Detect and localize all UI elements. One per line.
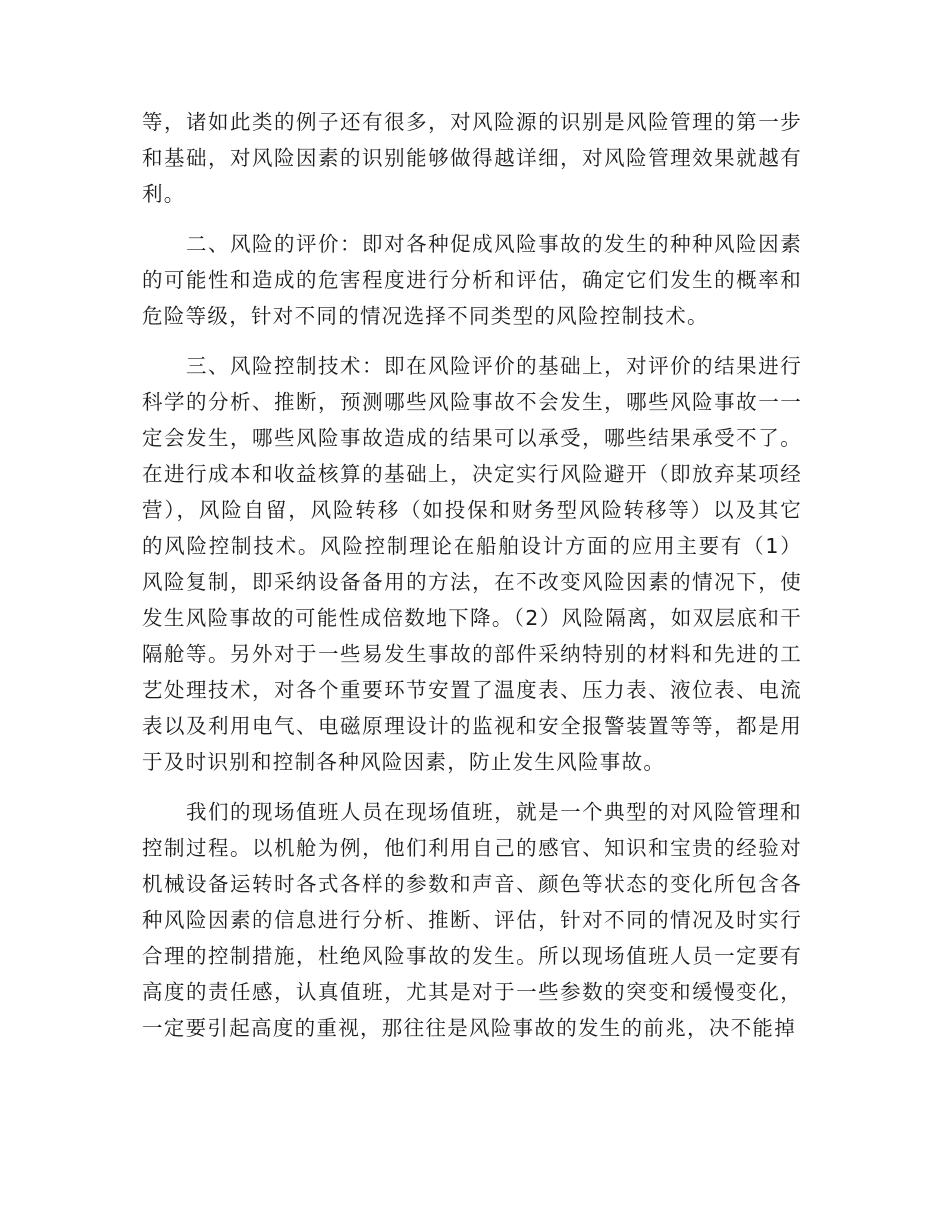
paragraph-risk-identification-end: 等，诸如此类的例子还有很多，对风险源的识别是风险管理的第一步和基础，对风险因素的识别能够做得越详细，对风险管理效果就越有利。 bbox=[142, 110, 802, 206]
paragraph-risk-control-technology: 三、风险控制技术：即在风险评价的基础上，对评价的结果进行科学的分析、推断，预测哪些风险事故不会发生，哪些风险事故一一定会发生，哪些风险事故造成的结果可以承受，哪些结果承受不了。在进行成本和收益核算的基础上，决定实行风险避开（即放弃某项经营），风险自留，风险转移（如投保和财务型风险转移等）以及其它的风险控制技术。风险控制理论在船舶设计方面的应用主要有（1）风险复制，即采纳设备备用的方法，在不改变风险因素的情况下，使发生风险事故的可能性成倍数地下降。（2）风险隔离，如双层底和干隔舱等。另外对于一些易发生事故的部件采纳特别的材料和先进的工艺处理技术，对各个重要环节安置了温度表、压力表、液位表、电流表以及利用电气、电磁原理设计的监视和安全报警装置等等，都是用于及时识别和控制各种风险因素，防止发生风险事故。 bbox=[142, 354, 802, 774]
document-body bbox=[142, 104, 802, 1060]
paragraph-on-site-duty: 我们的现场值班人员在现场值班，就是一个典型的对风险管理和控制过程。以机舱为例，他们利用自己的感官、知识和宝贵的经验对机械设备运转时各式各样的参数和声音、颜色等状态的变化所包含各种风险因素的信息进行分析、推断、评估，针对不同的情况及时实行合理的控制措施，杜绝风险事故的发生。所以现场值班人员一定要有高度的责任感，认真值班，尤其是对于一些参数的突变和缓慢变化，一定要引起高度的重视，那往往是风险事故的发生的前兆，决不能掉 bbox=[142, 800, 802, 1040]
paragraph-risk-evaluation: 二、风险的评价：即对各种促成风险事故的发生的种种风险因素的可能性和造成的危害程度进行分析和评估，确定它们发生的概率和危险等级，针对不同的情况选择不同类型的风险控制技术。 bbox=[142, 232, 802, 328]
